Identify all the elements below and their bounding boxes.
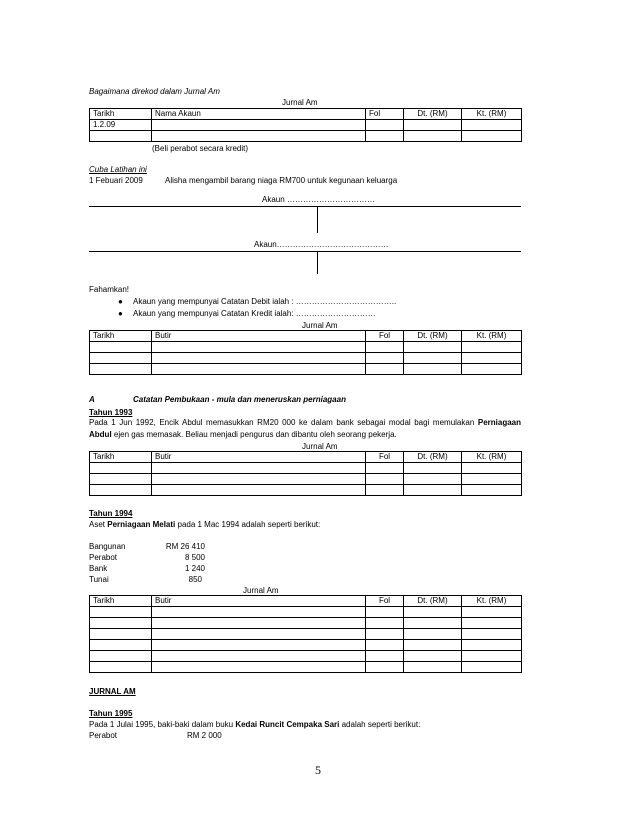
asset-name: Perabot xyxy=(89,553,118,562)
header-debit: Dt. (RM) xyxy=(404,452,462,463)
cell xyxy=(90,485,152,496)
cell xyxy=(462,364,522,375)
cell xyxy=(462,629,522,640)
table-header-row xyxy=(90,109,522,120)
tahun-1995-paragraph xyxy=(89,721,420,729)
cell xyxy=(404,463,462,474)
latihan-text: Alisha mengambil barang niaga RM700 untuk kegunaan keluarga xyxy=(165,176,398,185)
header-tarikh: Tarikh xyxy=(90,109,152,120)
cell xyxy=(462,618,522,629)
asset-name: Bank xyxy=(89,564,108,573)
asset-name: Bangunan xyxy=(89,542,126,551)
table-row xyxy=(90,485,522,496)
page-number: 5 xyxy=(315,763,321,777)
table-row xyxy=(90,342,522,353)
cell xyxy=(462,342,522,353)
cell xyxy=(90,131,152,142)
header-fol: Fol xyxy=(366,331,404,342)
asset-value: 8 500 xyxy=(184,553,205,562)
business-name: Perniagaan Melati xyxy=(107,520,176,529)
table-row xyxy=(90,662,522,673)
cell xyxy=(462,463,522,474)
section-a-letter: A xyxy=(89,395,95,404)
jurnal-am-heading: JURNAL AM xyxy=(89,687,136,696)
cell xyxy=(404,618,462,629)
cell xyxy=(366,364,404,375)
table-row xyxy=(90,353,522,364)
header-butir: Butir xyxy=(152,452,366,463)
table-title: Jurnal Am xyxy=(302,321,338,330)
header-tarikh: Tarikh xyxy=(90,331,152,342)
cell xyxy=(152,353,366,364)
cell xyxy=(90,463,152,474)
cell xyxy=(404,651,462,662)
cell xyxy=(152,120,366,131)
cell xyxy=(462,640,522,651)
bullet-kredit: Akaun yang mempunyai Catatan Kredit ialah: ………………………… xyxy=(133,309,376,318)
cell xyxy=(152,629,366,640)
cell xyxy=(152,607,366,618)
cell xyxy=(366,353,404,364)
cell xyxy=(90,607,152,618)
header-tarikh: Tarikh xyxy=(90,596,152,607)
table-row xyxy=(90,607,522,618)
cell xyxy=(90,618,152,629)
cell xyxy=(404,120,462,131)
table-row xyxy=(90,463,522,474)
table-header-row xyxy=(90,331,522,342)
journal-table-4 xyxy=(89,595,522,673)
bullet-icon: ● xyxy=(118,297,123,306)
paragraph-text: Pada 1 Jun 1992, Encik Abdul memasukkan RM20 000 ke dalam bank sebagai modal bagi memulakan xyxy=(89,418,478,427)
header-fol: Fol xyxy=(366,596,404,607)
asset-value: RM 26 410 xyxy=(165,542,205,551)
cell xyxy=(462,607,522,618)
cell xyxy=(90,474,152,485)
fahamkan-heading: Fahamkan! xyxy=(89,285,130,294)
cell xyxy=(152,463,366,474)
paragraph-text: adalah seperti berikut: xyxy=(339,720,421,729)
cell xyxy=(152,364,366,375)
table-row xyxy=(90,629,522,640)
asset-value: 850 xyxy=(188,575,202,584)
cell xyxy=(152,474,366,485)
header-kredit: Kt. (RM) xyxy=(462,596,522,607)
table-row xyxy=(90,131,522,142)
cell xyxy=(90,342,152,353)
table-header-row xyxy=(90,596,522,607)
table-row xyxy=(90,120,522,131)
cell xyxy=(90,662,152,673)
header-kredit: Kt. (RM) xyxy=(462,109,522,120)
latihan-date: 1 Febuari 2009 xyxy=(89,176,143,185)
header-debit: Dt. (RM) xyxy=(404,331,462,342)
cell xyxy=(366,474,404,485)
cell xyxy=(90,353,152,364)
cell xyxy=(366,131,404,142)
tahun-1994-heading: Tahun 1994 xyxy=(89,509,133,518)
tahun-1994-paragraph xyxy=(89,521,320,529)
cell xyxy=(152,485,366,496)
cell xyxy=(90,364,152,375)
cell-date: 1.2.09 xyxy=(90,120,152,131)
cell xyxy=(152,131,366,142)
cell xyxy=(152,618,366,629)
header-nama-akaun: Nama Akaun xyxy=(152,109,366,120)
business-name: Perniagaan Abdul xyxy=(89,418,521,439)
journal-table-1 xyxy=(89,108,522,142)
table-title: Jurnal Am xyxy=(243,586,279,595)
cell xyxy=(404,474,462,485)
cell xyxy=(462,662,522,673)
table-row xyxy=(90,640,522,651)
cell xyxy=(366,640,404,651)
cell xyxy=(90,629,152,640)
cell xyxy=(366,629,404,640)
cell xyxy=(404,353,462,364)
cell xyxy=(462,120,522,131)
tahun-1993-heading: Tahun 1993 xyxy=(89,408,133,417)
tahun-1995-heading: Tahun 1995 xyxy=(89,709,133,718)
cell xyxy=(462,485,522,496)
asset-name: Tunai xyxy=(89,575,109,584)
cell xyxy=(404,640,462,651)
header-debit: Dt. (RM) xyxy=(404,596,462,607)
cell xyxy=(366,618,404,629)
cell xyxy=(404,662,462,673)
journal-table-3 xyxy=(89,451,522,496)
item-name: Perabot xyxy=(89,731,118,740)
table-row xyxy=(90,474,522,485)
header-tarikh: Tarikh xyxy=(90,452,152,463)
bullet-icon: ● xyxy=(118,309,123,318)
t-account-1-vline xyxy=(317,207,318,233)
cell xyxy=(462,651,522,662)
header-fol: Fol xyxy=(366,109,404,120)
header-kredit: Kt. (RM) xyxy=(462,331,522,342)
cell xyxy=(366,607,404,618)
cell xyxy=(366,463,404,474)
t-account-1-hline xyxy=(89,206,521,207)
paragraph-text: Aset xyxy=(89,520,108,529)
table-title: Jurnal Am xyxy=(302,442,338,451)
t-account-2-hline xyxy=(89,251,521,252)
cell xyxy=(462,353,522,364)
cell xyxy=(404,364,462,375)
cell xyxy=(152,640,366,651)
t-account-2-vline xyxy=(317,252,318,274)
latihan-heading: Cuba Latihan ini xyxy=(89,165,147,174)
tahun-1993-paragraph xyxy=(89,417,521,441)
business-name: Kedai Runcit Cempaka Sari xyxy=(235,720,340,729)
cell xyxy=(90,651,152,662)
paragraph-text: ejen gas memasak. Beliau menjadi pengurus dan dibantu oleh seorang pekerja. xyxy=(111,430,397,439)
table-row xyxy=(90,618,522,629)
table-row xyxy=(90,364,522,375)
cell xyxy=(404,607,462,618)
cell xyxy=(404,342,462,353)
cell xyxy=(366,342,404,353)
t-account-2-title: Akaun…………………………………… xyxy=(254,240,389,249)
bullet-debit: Akaun yang mempunyai Catatan Debit ialah : ……………………………….. xyxy=(133,297,397,306)
header-fol: Fol xyxy=(366,452,404,463)
header-butir: Butir xyxy=(152,331,366,342)
section-a-title: Catatan Pembukaan - mula dan meneruskan perniagaan xyxy=(133,395,346,404)
paragraph-text: pada 1 Mac 1994 adalah seperti berikut: xyxy=(175,520,321,529)
cell xyxy=(404,629,462,640)
cell xyxy=(366,662,404,673)
cell xyxy=(404,131,462,142)
cell xyxy=(366,485,404,496)
cell xyxy=(366,120,404,131)
cell xyxy=(90,640,152,651)
table-row xyxy=(90,651,522,662)
cell xyxy=(366,651,404,662)
section-heading: Bagaimana direkod dalam Jurnal Am xyxy=(89,87,220,96)
cell xyxy=(462,474,522,485)
header-kredit: Kt. (RM) xyxy=(462,452,522,463)
table-header-row xyxy=(90,452,522,463)
cell xyxy=(404,485,462,496)
table-title: Jurnal Am xyxy=(282,98,318,107)
cell xyxy=(152,662,366,673)
header-butir: Butir xyxy=(152,596,366,607)
t-account-1-title: Akaun …………………………… xyxy=(262,195,375,204)
cell xyxy=(462,131,522,142)
item-value: RM 2 000 xyxy=(187,731,222,740)
header-debit: Dt. (RM) xyxy=(404,109,462,120)
narration: (Beli perabot secara kredit) xyxy=(152,144,249,153)
asset-value: 1 240 xyxy=(184,564,205,573)
journal-table-2 xyxy=(89,330,522,375)
paragraph-text: Pada 1 Julai 1995, baki-baki dalam buku xyxy=(89,720,236,729)
cell xyxy=(152,651,366,662)
cell xyxy=(152,342,366,353)
